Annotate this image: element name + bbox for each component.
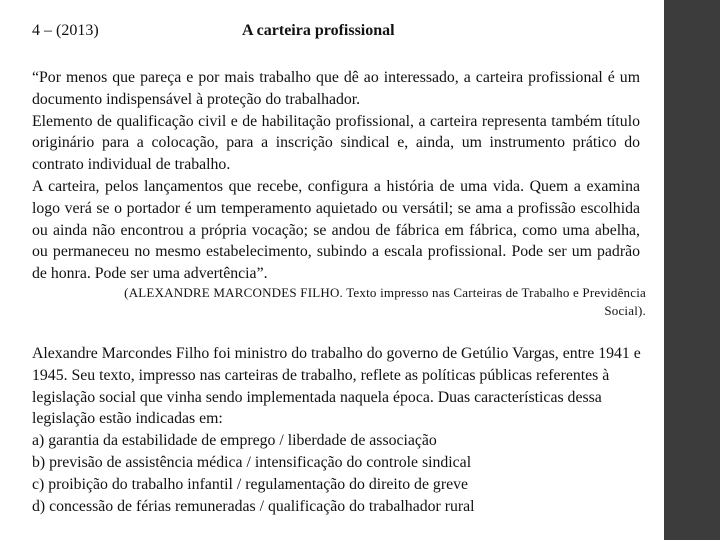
question-body [32,343,647,517]
answer-option-a: a) garantia da estabilidade de emprego / liberdade de associação [32,432,437,450]
answer-options [32,430,647,517]
answer-option-c: c) proibição do trabalho infantil / regulamentação do direito de greve [32,475,468,493]
answer-option-b: b) previsão de assistência médica / intensificação do controle sindical [32,453,472,471]
quote-paragraph: Elemento de qualificação civil e de habilitação profissional, a carteira representa também título originário para a colocação, para a inscrição sindical e, ainda, um instrumento prático do contrato individual de trabalho. [32,112,640,174]
quote-paragraph: “Por menos que pareça e por mais trabalho que dê ao interessado, a carteira profissional é um documento indispensável à proteção do trabalhador. [32,69,640,108]
question-title: A carteira profissional [242,22,395,39]
question-number: 4 – (2013) [32,22,99,39]
quote-block [32,67,640,285]
quote-paragraph: A carteira, pelos lançamentos que recebe, configura a história de uma vida. Quem a examina logo verá se o portador é um temperamento aquietado ou versátil; se ama a profissão escolhida ou ainda não encontrou a própria vocação; se andou de fábrica em fábrica, como uma abelha, ou permaneceu no mesmo estabelecimento, subindo a escala profissional. Pode ser um padrão de honra. Pode ser uma advertência”. [32,177,640,283]
side-bar [664,0,720,540]
question-statement: Alexandre Marcondes Filho foi ministro do trabalho do governo de Getúlio Vargas, entre 1941 e 1945. Seu texto, impresso nas carteiras de trabalho, reflete as políticas públicas referentes à legislação social que vinha sendo implementada naquela época. Duas características dessa legislação estão indicadas em: [32,345,641,428]
answer-option-d: d) concessão de férias remuneradas / qualificação do trabalhador rural [32,497,475,515]
quote-citation: (ALEXANDRE MARCONDES FILHO. Texto impresso nas Carteiras de Trabalho e Previdência Social). [124,285,646,318]
